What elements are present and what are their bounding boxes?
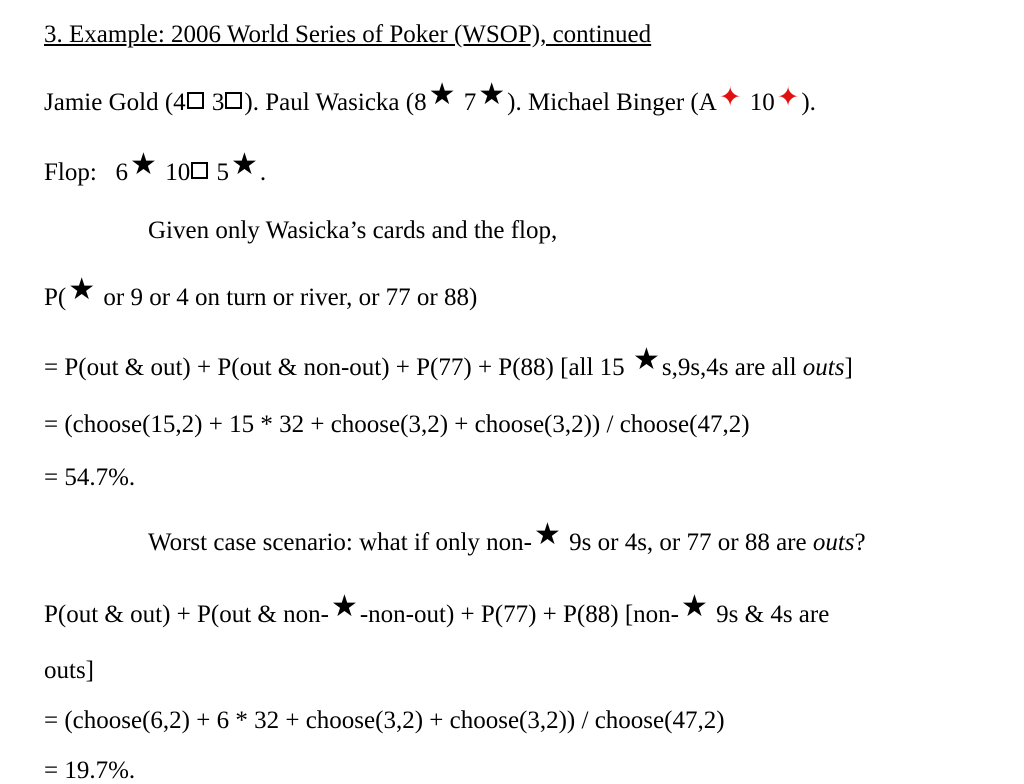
- equation-3: = 54.7%.: [44, 464, 136, 491]
- hands-end: ).: [801, 89, 816, 116]
- worst-case-line: Worst case scenario: what if only non-★ 9s or 4s, or 77 or 88 are outs?: [148, 518, 866, 556]
- gold-hand-text: Jamie Gold (4: [44, 89, 186, 116]
- equation-2: = (choose(15,2) + 15 * 32 + choose(3,2) + choose(3,2)) / choose(47,2): [44, 411, 750, 438]
- gold-card-2: 3: [205, 89, 225, 116]
- eq1-pre: = P(out & out) + P(out & non-out) + P(77) + P(88) [all 15: [44, 354, 631, 381]
- worst-pre: Worst case scenario: what if only non-: [148, 529, 532, 556]
- given-line: Given only Wasicka’s cards and the flop,: [148, 217, 558, 244]
- eq1-end: ]: [844, 354, 853, 381]
- eq4-pre: P(out & out) + P(out & non-: [44, 601, 329, 628]
- flop-card-1: 6: [109, 159, 129, 186]
- eq1-mid: s,9s,4s are all: [661, 354, 803, 381]
- equation-1: = P(out & out) + P(out & non-out) + P(77) + P(88) [all 15 ★s,9s,4s are all outs]: [44, 343, 853, 381]
- flop-line: Flop: 6★ 10 5★.: [44, 148, 267, 186]
- prob-post: or 9 or 4 on turn or river, or 77 or 88): [97, 284, 478, 311]
- wasicka-hand-text: ). Paul Wasicka (8: [244, 89, 427, 116]
- slide-title: 3. Example: 2006 World Series of Poker (WSOP), continued: [44, 21, 652, 48]
- flop-end: .: [259, 159, 267, 186]
- prob-line: P(★ or 9 or 4 on turn or river, or 77 or 88): [44, 273, 478, 311]
- flop-card-3: 5: [210, 159, 229, 186]
- prob-pre: P(: [44, 284, 67, 311]
- diamond-suit-icon: [191, 162, 208, 179]
- equation-5: = (choose(6,2) + 6 * 32 + choose(3,2) + choose(3,2)) / choose(47,2): [44, 707, 725, 734]
- eq1-outs: outs: [802, 354, 845, 381]
- equation-6: = 19.7%.: [44, 757, 136, 784]
- wasicka-card-2: 7: [457, 89, 477, 116]
- equation-4b: outs]: [44, 657, 94, 684]
- diamond-suit-icon: [187, 92, 204, 109]
- flop-card-2: 10: [158, 159, 191, 186]
- flop-label: Flop:: [44, 159, 97, 186]
- eq4-mid: -non-out) + P(77) + P(88) [non-: [359, 601, 679, 628]
- hands-line: Jamie Gold (4 3 ). Paul Wasicka (8★ 7★). Michael Binger (A✦ 10✦).: [44, 78, 816, 116]
- binger-card-2: 10: [743, 89, 775, 116]
- equation-4: P(out & out) + P(out & non-★-non-out) + P(77) + P(88) [non-★ 9s & 4s are: [44, 590, 830, 628]
- worst-outs: outs: [812, 529, 855, 556]
- binger-hand-text: ). Michael Binger (A: [507, 89, 717, 116]
- eq4-post: 9s & 4s are: [709, 601, 830, 628]
- worst-mid: 9s or 4s, or 77 or 88 are: [562, 529, 813, 556]
- diamond-suit-icon: [225, 92, 242, 109]
- worst-end: ?: [854, 529, 866, 556]
